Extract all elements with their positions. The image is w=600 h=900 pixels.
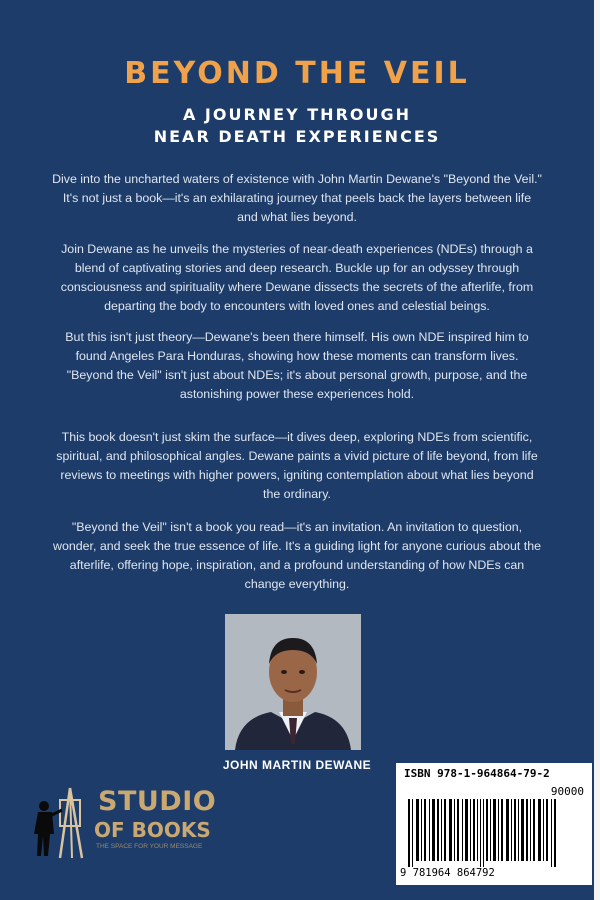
book-title: BEYOND THE VEIL — [124, 56, 470, 91]
painter-easel-icon — [30, 780, 94, 860]
page-edge — [594, 0, 600, 900]
blurb-paragraph-1: Dive into the uncharted waters of existence with John Martin Dewane's "Beyond the Veil." It's not just a book—it's an exhilarating journey that peels back the layers between life and what lies beyond. — [52, 172, 542, 224]
price-code: 90000 — [550, 785, 584, 798]
blurb-paragraph-2: Join Dewane as he unveils the mysteries of near-death experiences (NDEs) through a blend of captivating stories and deep research. Buckle up for an odyssey through consciousness and spirituality where Dewane dissects the secrets of the afterlife, from departing the body to encounters with loved ones and celestial beings. — [60, 242, 534, 313]
publisher-name-line-1: STUDIO — [98, 786, 217, 817]
author-name: JOHN MARTIN DEWANE — [222, 758, 372, 772]
blurb-paragraph-4: This book doesn't just skim the surface—it dives deep, exploring NDEs from scientific, spiritual, and philosophical angles. Dewane paints a vivid picture of life beyond, from life reviews to meetings with higher powers, igniting contemplation about what lies beyond the ordinary. — [56, 430, 538, 501]
subtitle-line-2: NEAR DEATH EXPERIENCES — [153, 127, 441, 146]
barcode-bars — [404, 799, 584, 867]
author-photo — [225, 614, 361, 750]
publisher-logo — [30, 780, 230, 860]
author-portrait-illustration — [225, 614, 361, 750]
isbn-barcode — [396, 763, 592, 885]
barcode-digits: 9 781964 864792 — [400, 867, 495, 879]
blurb-paragraph-3: But this isn't just theory—Dewane's been there himself. His own NDE inspired him to found Angeles Para Honduras, showing how these moments can transform lives. "Beyond the Veil" isn't just about NDEs; it's about personal growth, purpose, and the astonishing power these experiences hold. — [65, 330, 529, 401]
publisher-tagline: THE SPACE FOR YOUR MESSAGE — [96, 843, 203, 850]
isbn-number: ISBN 978-1-964864-79-2 — [404, 767, 550, 780]
subtitle-line-1: A JOURNEY THROUGH — [182, 105, 412, 124]
publisher-name-line-2: OF BOOKS — [94, 818, 211, 842]
blurb-paragraph-5: "Beyond the Veil" isn't a book you read—it's an invitation. An invitation to question, wonder, and seek the true essence of life. It's a guiding light for anyone curious about the afterlife, offering hope, inspiration, and a profound understanding of how NDEs can change everything. — [53, 520, 541, 591]
book-subtitle — [0, 104, 594, 148]
